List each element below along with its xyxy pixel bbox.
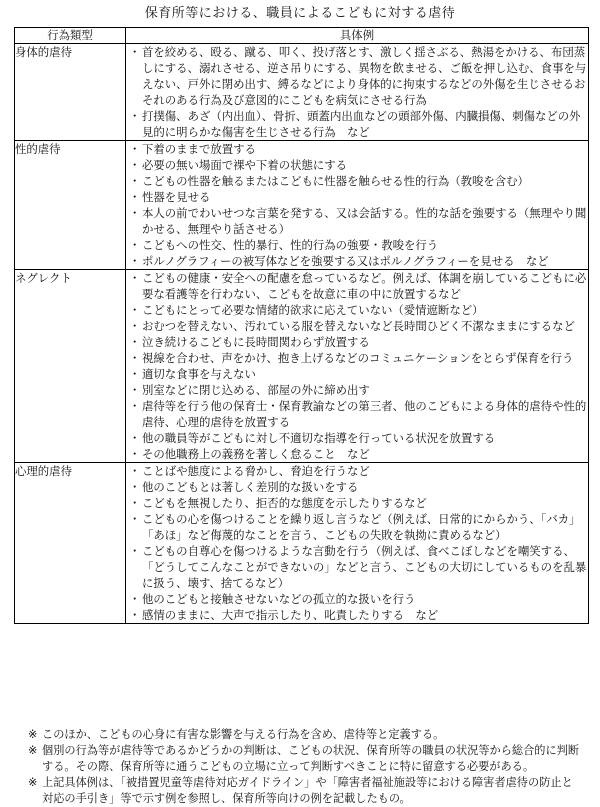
example-text: 打撲傷、あざ（内出血）、骨折、頭蓋内出血などの頭部外傷、内臓損傷、刺傷などの外見的に明らかな傷害を生じさせる行為 など bbox=[142, 109, 581, 139]
example-text: こどもへの性交、性的暴行、性的行為の強要・教唆を行う bbox=[142, 238, 439, 252]
list-item bbox=[126, 157, 588, 173]
example-list bbox=[126, 270, 588, 462]
abuse-type-cell: 心理的虐待 bbox=[15, 463, 126, 624]
example-text: 他のこどもと接触させないなどの孤立的な扱いを行う bbox=[142, 592, 416, 606]
table-row bbox=[15, 270, 589, 463]
bullet-icon: ・ bbox=[129, 431, 141, 445]
table-header-row bbox=[15, 28, 589, 44]
list-item bbox=[126, 270, 588, 302]
example-text: ことばや態度による脅かし、脅迫を行うなど bbox=[142, 464, 370, 478]
document-title: 保育所等における、職員によるこどもに対する虐待 bbox=[144, 6, 456, 21]
footnote bbox=[28, 727, 580, 743]
bullet-icon: ・ bbox=[129, 206, 141, 220]
footnote bbox=[28, 775, 580, 807]
examples-cell bbox=[126, 270, 589, 463]
list-item bbox=[126, 141, 588, 157]
bullet-icon: ・ bbox=[129, 174, 141, 188]
list-item bbox=[126, 446, 588, 462]
bullet-icon: ・ bbox=[129, 464, 141, 478]
note-text: 個別の行為等が虐待等であるかどうかの判断は、こどもの状況、保育所等の職員の状況等から総合的に判断する。その際、保育所等に通うこどもの立場に立って判断すべきことに特に留意する必要がある。 bbox=[42, 744, 580, 773]
bullet-icon: ・ bbox=[129, 335, 141, 349]
bullet-icon: ・ bbox=[129, 592, 141, 606]
bullet-icon: ・ bbox=[129, 109, 141, 123]
list-item bbox=[126, 318, 588, 334]
list-item bbox=[126, 463, 588, 479]
example-text: 視線を合わせ、声をかけ、抱き上げるなどのコミュニケーションをとらず保育を行う bbox=[142, 351, 574, 365]
list-item bbox=[126, 189, 588, 205]
bullet-icon: ・ bbox=[129, 158, 141, 172]
examples-cell bbox=[126, 44, 589, 141]
list-item bbox=[126, 350, 588, 366]
example-text: 泣き続けるこどもに長時間関わらず放置する bbox=[142, 335, 370, 349]
list-item bbox=[126, 366, 588, 382]
example-list bbox=[126, 141, 588, 269]
bullet-icon: ・ bbox=[129, 142, 141, 156]
list-item bbox=[126, 44, 588, 108]
bullet-icon: ・ bbox=[129, 238, 141, 252]
bullet-icon: ・ bbox=[129, 271, 141, 285]
bullet-icon: ・ bbox=[129, 447, 141, 461]
list-item bbox=[126, 237, 588, 253]
abuse-type-cell: 性的虐待 bbox=[15, 141, 126, 270]
example-list bbox=[126, 463, 588, 623]
table-row bbox=[15, 141, 589, 270]
bullet-icon: ・ bbox=[129, 496, 141, 510]
example-text: その他職務上の義務を著しく怠ること など bbox=[142, 447, 370, 461]
list-item bbox=[126, 382, 588, 398]
list-item bbox=[126, 173, 588, 189]
bullet-icon: ・ bbox=[129, 367, 141, 381]
example-text: 性器を見せる bbox=[142, 190, 211, 204]
example-text: 首を絞める、殴る、蹴る、叩く、投げ落とす、激しく揺さぶる、熱湯をかける、布団蒸しにする、溺れさせる、逆さ吊りにする、異物を飲ませる、ご飯を押し込む、食事を与えない、戸外に閉め出す、縛るなどにより身体的に拘束するなどの外傷を生じさせるおそれのある行為及び意図的にこどもを病気にさせる行為 bbox=[142, 45, 587, 107]
example-text: おむつを替えない、汚れている服を替えないなど長時間ひどく不潔なままにするなど bbox=[142, 319, 575, 333]
example-text: こどもの心を傷つけることを繰り返し言うなど（例えば、日常的にからかう、「バカ」「あほ」など侮蔑的なことを言う、こどもの失敗を執拗に責めるなど） bbox=[142, 512, 581, 542]
example-list bbox=[126, 44, 588, 140]
list-item bbox=[126, 607, 588, 623]
list-item bbox=[126, 543, 588, 591]
bullet-icon: ・ bbox=[129, 512, 141, 526]
example-text: 下着のままで放置する bbox=[142, 142, 256, 156]
bullet-icon: ・ bbox=[129, 351, 141, 365]
bullet-icon: ・ bbox=[129, 399, 141, 413]
list-item bbox=[126, 591, 588, 607]
example-text: 他のこどもとは著しく差別的な扱いをする bbox=[142, 480, 359, 494]
example-text: こどもの自尊心を傷つけるような言動を行う（例えば、食べこぼしなどを嘲笑する、「どうしてこんなことができないの」などと言う、こどもの大切にしているものを乱暴に扱う、壊す、捨てるなど） bbox=[142, 544, 587, 590]
example-text: ポルノグラフィーの被写体などを強要する又はポルノグラフィーを見せる など bbox=[142, 254, 549, 268]
example-text: 必要の無い場面で裸や下着の状態にする bbox=[142, 158, 348, 172]
list-item bbox=[126, 108, 588, 140]
example-text: こどもの健康・安全への配慮を怠っているなど。例えば、体調を崩しているこどもに必要な看護等を行わない、こどもを故意に車の中に放置するなど bbox=[142, 271, 587, 301]
list-item bbox=[126, 479, 588, 495]
header-type: 行為類型 bbox=[15, 28, 126, 44]
bullet-icon: ・ bbox=[129, 303, 141, 317]
bullet-icon: ・ bbox=[129, 383, 141, 397]
bullet-icon: ・ bbox=[129, 319, 141, 333]
bullet-icon: ・ bbox=[129, 45, 141, 59]
list-item bbox=[126, 205, 588, 237]
list-item bbox=[126, 253, 588, 269]
list-item bbox=[126, 398, 588, 430]
example-text: 他の職員等がこどもに対し不適切な指導を行っている状況を放置する bbox=[142, 431, 496, 445]
example-text: こどもにとって必要な情緒的欲求に応えていない（愛情遮断など） bbox=[142, 303, 484, 317]
example-text: こどもを無視したり、拒否的な態度を示したりするなど bbox=[142, 496, 427, 510]
example-text: こどもの性器を触るまたはこどもに性器を触らせる性的行為（教唆を含む） bbox=[142, 174, 529, 188]
note-text: 上記具体例は、「被措置児童等虐待対応ガイドライン」や「障害者福祉施設等における障害者虐待の防止と対応の手引き」等で示す例を参照し、保育所等向けの例を記載したもの。 bbox=[42, 776, 573, 805]
abuse-type-cell: ネグレクト bbox=[15, 270, 126, 463]
list-item bbox=[126, 495, 588, 511]
note-mark: ※ bbox=[28, 728, 38, 741]
header-examples: 具体例 bbox=[126, 28, 589, 44]
list-item bbox=[126, 334, 588, 350]
examples-cell bbox=[126, 141, 589, 270]
list-item bbox=[126, 430, 588, 446]
list-item bbox=[126, 511, 588, 543]
table-row bbox=[15, 44, 589, 141]
table-row bbox=[15, 463, 589, 624]
list-item bbox=[126, 302, 588, 318]
note-text: このほか、こどもの心身に有害な影響を与える行為を含め、虐待等と定義する。 bbox=[42, 728, 445, 741]
bullet-icon: ・ bbox=[129, 544, 141, 558]
example-text: 虐待等を行う他の保育士・保育教諭などの第三者、他のこどもによる身体的虐待や性的虐待、心理的虐待を放置する bbox=[142, 399, 587, 429]
footnote bbox=[28, 743, 580, 775]
bullet-icon: ・ bbox=[129, 190, 141, 204]
example-text: 感情のままに、大声で指示したり、叱責したりする など bbox=[142, 608, 439, 622]
footnotes bbox=[28, 727, 580, 807]
example-text: 適切な食事を与えない bbox=[142, 367, 256, 381]
examples-cell bbox=[126, 463, 589, 624]
bullet-icon: ・ bbox=[129, 480, 141, 494]
note-mark: ※ bbox=[28, 744, 38, 757]
bullet-icon: ・ bbox=[129, 254, 141, 268]
abuse-types-table bbox=[14, 27, 589, 624]
bullet-icon: ・ bbox=[129, 608, 141, 622]
abuse-type-cell: 身体的虐待 bbox=[15, 44, 126, 141]
example-text: 本人の前でわいせつな言葉を発する、又は会話する。性的な話を強要する（無理やり聞かせる、無理やり話させる） bbox=[142, 206, 587, 236]
note-mark: ※ bbox=[28, 776, 38, 789]
example-text: 別室などに閉じ込める、部屋の外に締め出す bbox=[142, 383, 370, 397]
